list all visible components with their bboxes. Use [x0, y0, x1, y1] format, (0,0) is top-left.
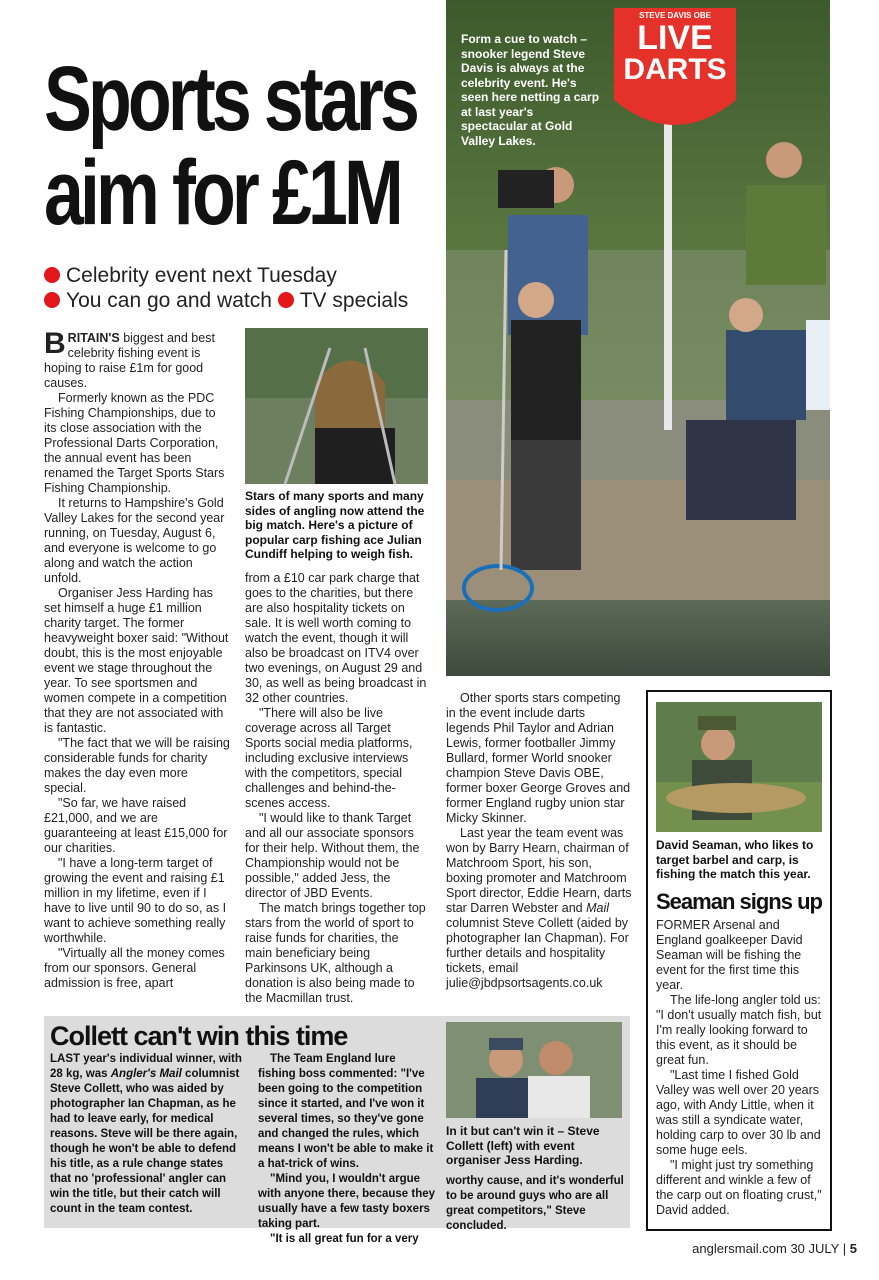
collett-text-col-1: LAST year's individual winner, with 28 kg, was Angler's Mail columnist Steve Collett, who was aided by photographer Ian Chapman, as he had to leave early, for medical reasons. Steve will be there again, though he won't be able to defend his title, as a rule change states that no 'professional' angler can win the title, but their catch will count in the team contest. [50, 1053, 242, 1215]
collett-sidebar-box [44, 1016, 630, 1245]
footer-date: 30 JULY [790, 1241, 840, 1256]
sign-text [614, 10, 736, 85]
article-column-3 [446, 691, 632, 991]
paragraph: "I might just try something different and winkle a few of the carp out on floating crust," David added. [656, 1158, 822, 1217]
seaman-heading: Seaman signs up [656, 889, 822, 914]
drop-cap: B [44, 327, 66, 360]
bullet-dot-icon [278, 292, 294, 308]
footer-site: anglersmail.com [692, 1241, 787, 1256]
headline-line-2: aim for £1M [44, 142, 400, 244]
bullet-1: Celebrity event next Tuesday [44, 263, 444, 288]
paragraph: The match brings together top stars from the world of sport to raise funds for charities, the main beneficiary being Parkinsons UK, although a donation is also being made to the Macmillan trust. [245, 901, 426, 1005]
sign-darts-text: DARTS [623, 53, 727, 86]
paragraph: FORMER Arsenal and England goalkeeper David Seaman will be fishing the event for the first time this year. [656, 918, 803, 992]
page-footer [692, 1241, 857, 1256]
bullet-dot-icon [44, 267, 60, 283]
paragraph: "The fact that we will be raising considerable funds for charity makes the day even more special. [44, 736, 230, 795]
paragraph: "There will also be live coverage across all Target Sports social media platforms, including exclusive interviews with the competitors, special challenges and behind-the-scenes access. [245, 706, 413, 810]
headline-line-1: Sports stars [44, 48, 416, 150]
david-seaman-illustration [656, 702, 822, 832]
paragraph: Formerly known as the PDC Fishing Championships, due to its close association with the Professional Darts Corporation, the annual event has been renamed the Target Sports Stars Fishing Championship. [44, 391, 225, 495]
seaman-sidebar-box [646, 690, 832, 1231]
paragraph: "I would like to thank Target and all our associate sponsors for their help. Without them, the Championship would not be possible," added Jess, the director of JBD Events. [245, 811, 420, 900]
paragraph: The life-long angler told us: "I don't usually match fish, but I'm really looking forward to this event, as it should be great fun. [656, 993, 822, 1067]
paragraph: Other sports stars competing in the event include darts legends Phil Taylor and Adrian Lewis, former footballer Jimmy Bullard, former World snooker champion Steve Davis OBE, former boxer George Groves and former England rugby union star Micky Skinner. [446, 691, 631, 825]
main-photo [446, 0, 830, 676]
bullet-dot-icon [44, 292, 60, 308]
paragraph: from a £10 car park charge that goes to the charities, but there are also hospitality tickets on sale. It is well worth coming to watch the event, though it will also be broadcast on ITV4 over two evenings, on August 29 and 30, as well as being broadcast in 32 other countries. [245, 571, 427, 705]
paragraph: It returns to Hampshire's Gold Valley Lakes for the second year running, on Tuesday, August 6, and everyone is welcome to go along and watch the action unfold. [44, 496, 225, 585]
collett-photo-caption: In it but can't win it – Steve Collett (left) with event organiser Jess Harding. [446, 1124, 600, 1167]
main-photo-caption: Form a cue to watch – snooker legend Steve Davis is always at the celebrity event. He's seen here netting a carp at last year's spectacular at Gold Valley Lakes. [461, 32, 600, 148]
paragraph: Organiser Jess Harding has set himself a huge £1 million charity target. The former heavyweight boxer said: "Without doubt, this is the most enjoyable event we stage throughout the year. To see sportsmen and women compete in a competition that they are not associated with is fantastic. [44, 586, 229, 735]
julian-cundiff-photo [245, 328, 428, 484]
bullet-2-3: You can go and watch TV specials [44, 288, 444, 313]
article-column-2 [245, 571, 429, 1006]
footer-separator: | [842, 1241, 847, 1256]
sign-live-text: LIVE [637, 19, 713, 57]
paragraph: "I have a long-term target of growing the event and raising £1 million in my lifetime, even if I have to live until 90 to do so, as I want to achieve something really worthwhile. [44, 856, 227, 945]
collett-text-col-2: The Team England lure fishing boss commented: "I've been going to the competition since it started, and I've won it several times, so they've gone and changed the rules, which means I won't be able to make it a hat-trick of wins. "Mind you, I wouldn't argue with anyone there, because they usually have a few tasty boxers taking part. "It is all great fun for a very [258, 1053, 436, 1245]
sign-top-text: STEVE DAVIS OBE [639, 11, 711, 20]
article-column-1 [44, 327, 230, 991]
paragraph: Last year the team event was won by Barry Hearn, chairman of Matchroom Sport, his son, boxing promoter and Matchroom Sport director, Eddie Hearn, darts star Darren Webster and Mail columnist Steve Collett (aided by photographer Ian Chapman). For further details and hospitality tickets, email julie@jbdpsortsagents.co.uk [446, 826, 632, 990]
headline [44, 48, 416, 244]
page-number: 5 [849, 1241, 857, 1256]
julian-cundiff-illustration [245, 328, 428, 484]
standfirst-bullets [44, 263, 444, 313]
paragraph: BRITAIN'S biggest and best celebrity fishing event is hoping to raise £1m for good causes. [44, 327, 215, 390]
david-seaman-photo [656, 702, 822, 832]
david-seaman-caption: David Seaman, who likes to target barbel and carp, is fishing the match this year. [656, 838, 814, 881]
paragraph: "Virtually all the money comes from our sponsors. General admission is free, apart [44, 946, 225, 990]
collett-text-col-3: worthy cause, and it's wonderful to be around guys who are all great competitors," Steve concluded. [446, 1175, 624, 1232]
paragraph: "So far, we have raised £21,000, and we are guaranteeing at least £15,000 for our charities. [44, 796, 228, 855]
paragraph: "Last time I fished Gold Valley was well over 20 years ago, with Andy Little, when it was still a syndicate water, holding carp to over 30 lb and some huge eels. [656, 1068, 821, 1157]
julian-cundiff-caption: Stars of many sports and many sides of angling now attend the big match. Here's a picture of popular carp fishing ace Julian Cundiff helping to weigh fish. [245, 489, 425, 561]
collett-heading: Collett can't win this time [50, 1021, 348, 1051]
seaman-text [656, 918, 824, 1218]
collett-harding-photo [446, 1022, 622, 1118]
collett-harding-illustration [446, 1022, 622, 1118]
